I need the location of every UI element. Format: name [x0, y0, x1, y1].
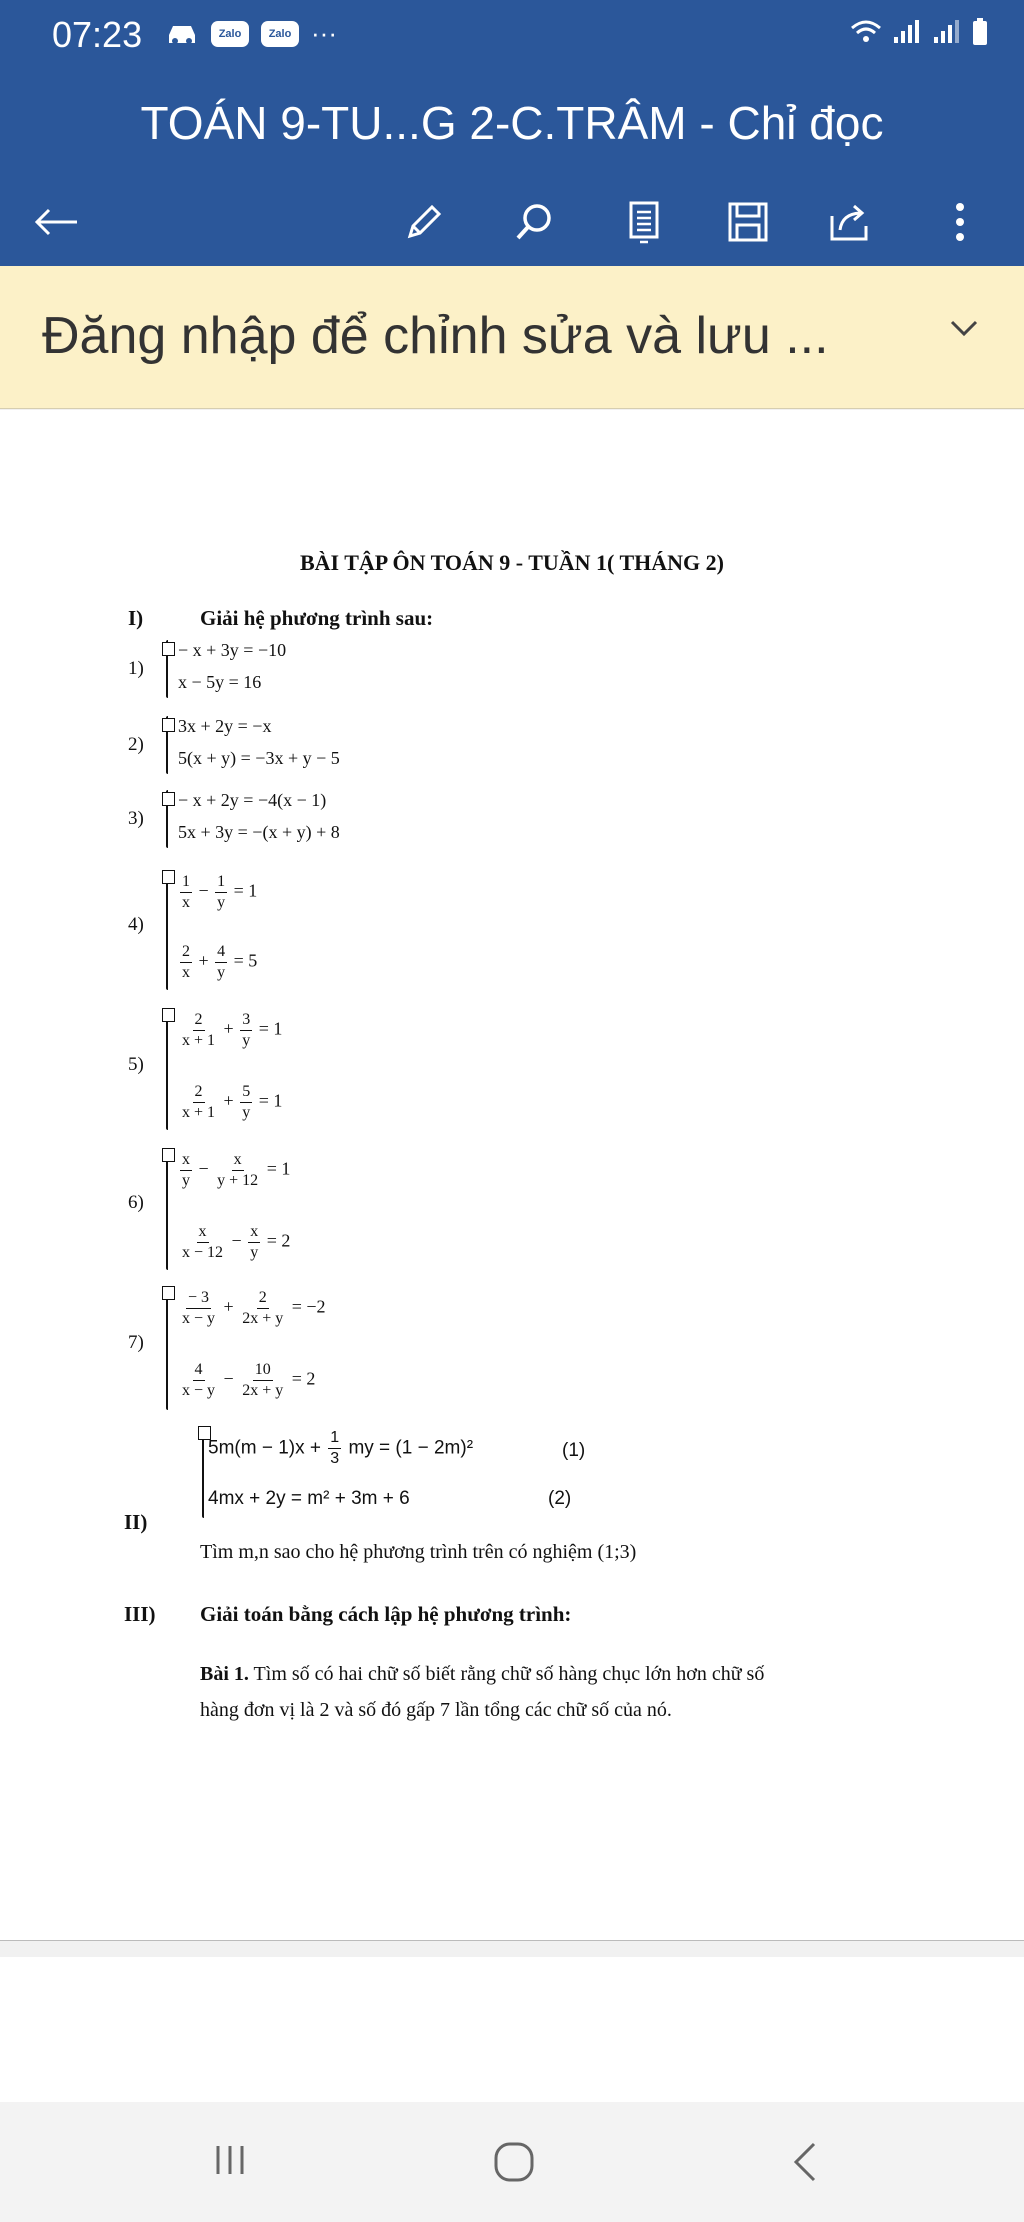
equation-line: 5x + 3y = −(x + y) + 8: [178, 822, 340, 842]
save-icon[interactable]: [724, 198, 772, 246]
page-separator: [0, 1940, 1024, 1958]
equation-tag: (1): [562, 1440, 586, 1461]
wifi-icon: [850, 19, 882, 45]
signin-banner[interactable]: [0, 266, 1024, 409]
brace: [166, 1148, 168, 1270]
app-toolbar: [0, 180, 1024, 266]
status-bar: [0, 0, 1024, 84]
section-2-task: Tìm m,n sao cho hệ phương trình trên có nghiệm (1;3): [200, 1541, 637, 1563]
car-icon: [165, 21, 199, 47]
equation-line: 5(x + y) = −3x + y − 5: [178, 748, 340, 768]
section-1-number: I): [128, 606, 144, 630]
equation-line: $\frac{2}{x + 1}$ + $\frac{5}{y}$ = 1: [182, 1083, 283, 1121]
problem-number: 6): [128, 1192, 144, 1213]
search-icon[interactable]: [510, 198, 558, 246]
chevron-down-icon[interactable]: [948, 318, 980, 338]
problem-number: 1): [128, 658, 144, 679]
back-arrow-icon[interactable]: [32, 198, 80, 246]
pencil-icon[interactable]: [400, 198, 448, 246]
title-bar: [0, 84, 1024, 180]
problem-number: 3): [128, 808, 144, 829]
equation-line: $\frac{x}{y}$ − $\frac{x}{y + 12}$ = 1: [182, 1151, 291, 1189]
problem-number: 7): [128, 1332, 144, 1353]
zalo-icon: Zalo: [211, 21, 249, 47]
section-2-number: II): [124, 1510, 148, 1534]
signal-icon: [932, 19, 962, 45]
bai1-line: hàng đơn vị là 2 và số đó gấp 7 lần tổng các chữ số của nó.: [200, 1699, 672, 1721]
equation-line: $\frac{2}{x}$ + $\frac{4}{y}$ = 5: [182, 943, 258, 981]
equation-line: $\frac{- 3}{x - y}$ + $\frac{2}{2x + y}$ = −2: [182, 1289, 326, 1327]
home-icon[interactable]: [492, 2140, 536, 2184]
problem-number: 5): [128, 1054, 144, 1075]
placeholder-box: [162, 1008, 175, 1022]
equation-line: 3x + 2y = −x: [178, 716, 272, 736]
problem-number: 4): [128, 914, 144, 935]
equation-tag: (2): [548, 1488, 572, 1509]
equation-line: 4mx + 2y = m² + 3m + 6: [208, 1488, 410, 1509]
section-3-number: III): [124, 1602, 156, 1626]
document-page: [0, 410, 1024, 1940]
document-heading: BÀI TẬP ÔN TOÁN 9 - TUẦN 1( THÁNG 2): [300, 550, 724, 575]
placeholder-box: [162, 870, 175, 884]
signal-icon: [892, 19, 922, 45]
placeholder-box: [162, 718, 175, 732]
recent-apps-icon[interactable]: [210, 2140, 250, 2180]
placeholder-box: [162, 642, 175, 656]
next-page: [0, 1957, 1024, 2102]
battery-icon: [972, 18, 988, 46]
bai1-label: Bài 1.: [200, 1663, 249, 1685]
zalo-icon: Zalo: [261, 21, 299, 47]
share-icon[interactable]: [826, 198, 874, 246]
placeholder-box: [162, 1148, 175, 1162]
android-nav-bar: [0, 2102, 1024, 2222]
brace: [166, 1286, 168, 1410]
bai1-line: Tìm số có hai chữ số biết rằng chữ số hàng chục lớn hơn chữ số: [253, 1663, 765, 1685]
equation-line: − x + 2y = −4(x − 1): [178, 790, 327, 810]
signin-banner-text: Đăng nhập để chỉnh sửa và lưu ...: [42, 307, 829, 365]
equation-line: x − 5y = 16: [178, 672, 262, 692]
notification-icons: [165, 18, 337, 49]
equation-line: 5m(m − 1)x + $\frac{1}{3}$ my = (1 − 2m)²: [208, 1429, 474, 1467]
more-notifications-icon: ···: [311, 18, 337, 48]
equation-line: $\frac{2}{x + 1}$ + $\frac{3}{y}$ = 1: [182, 1011, 283, 1049]
status-time: 07:23: [52, 14, 143, 55]
bai1-paragraph: [200, 1656, 1000, 1728]
system-status-icons: [850, 18, 988, 46]
brace: [166, 870, 168, 990]
placeholder-box: [162, 1286, 175, 1300]
equation-line: $\frac{x}{x - 12}$ − $\frac{x}{y}$ = 2: [182, 1223, 291, 1261]
more-vertical-icon[interactable]: [936, 198, 984, 246]
placeholder-box: [162, 792, 175, 806]
section-1-title: Giải hệ phương trình sau:: [200, 606, 434, 630]
equation-line: $\frac{4}{x - y}$ − $\frac{10}{2x + y}$ = 2: [182, 1361, 316, 1399]
section-3-title: Giải toán bằng cách lập hệ phương trình:: [200, 1602, 572, 1626]
back-nav-icon[interactable]: [790, 2140, 820, 2184]
document-title: TOÁN 9-TU...G 2-C.TRÂM - Chỉ đọc: [140, 97, 884, 149]
reading-view-icon[interactable]: [620, 198, 668, 246]
problem-number: 2): [128, 734, 144, 755]
equation-line: − x + 3y = −10: [178, 640, 287, 660]
brace: [166, 1008, 168, 1130]
equation-line: $\frac{1}{x}$ − $\frac{1}{y}$ = 1: [182, 873, 258, 911]
